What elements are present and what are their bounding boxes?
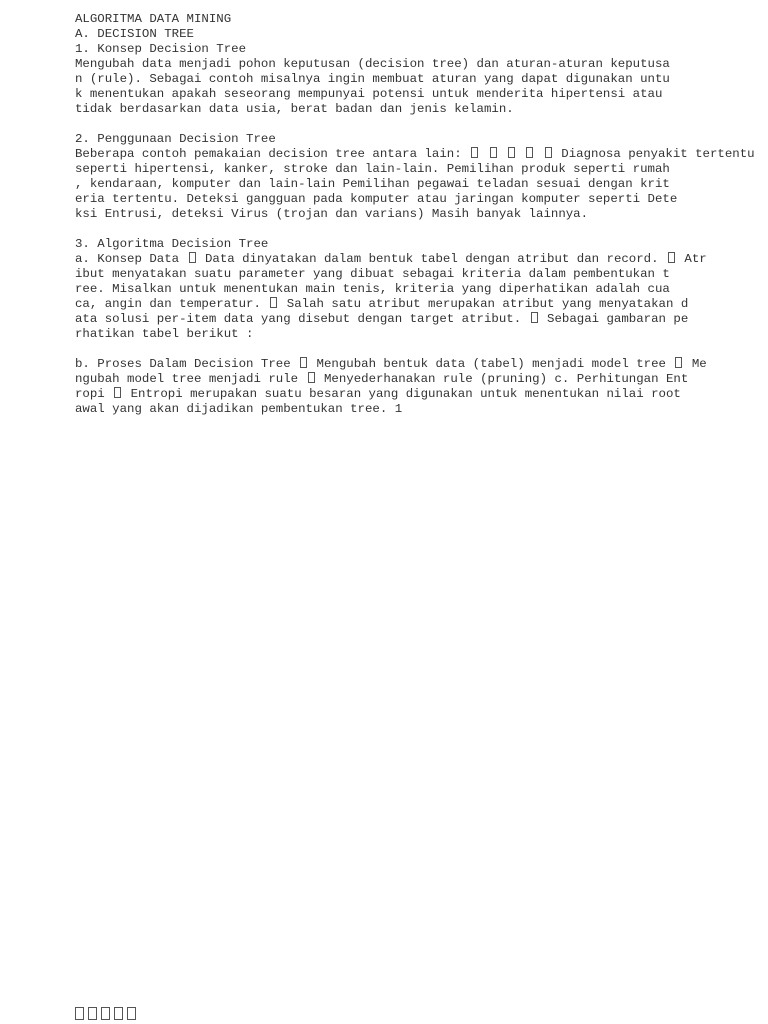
text-line: n (rule). Sebagai contoh misalnya ingin membuat aturan yang dapat digunakan untu (75, 72, 670, 86)
footer-glyph-row (75, 1006, 140, 1024)
missing-glyph-icon (490, 147, 497, 158)
text-line: 3. Algoritma Decision Tree (75, 237, 269, 251)
missing-glyph-icon (300, 357, 307, 368)
text-line: ata solusi per-item data yang disebut dengan target atribut. Sebagai gambaran pe (75, 312, 689, 326)
text-line: ropi Entropi merupakan suatu besaran yang digunakan untuk menentukan nilai root (75, 387, 681, 401)
text-line: , kendaraan, komputer dan lain-lain Pemilihan pegawai teladan sesuai dengan krit (75, 177, 670, 191)
text-line: ibut menyatakan suatu parameter yang dibuat sebagai kriteria dalam pembentukan t (75, 267, 670, 281)
blank-line (75, 117, 755, 132)
missing-glyph-icon (114, 1007, 123, 1020)
missing-glyph-icon (114, 387, 121, 398)
text-line: b. Proses Dalam Decision Tree Mengubah bentuk data (tabel) menjadi model tree Me (75, 357, 707, 371)
text-line: ree. Misalkan untuk menentukan main tenis, kriteria yang diperhatikan adalah cua (75, 282, 670, 296)
text-line: ALGORITMA DATA MINING (75, 12, 232, 26)
text-line: k menentukan apakah seseorang mempunyai potensi untuk menderita hipertensi atau (75, 87, 663, 101)
missing-glyph-icon (668, 252, 675, 263)
missing-glyph-icon (531, 312, 538, 323)
text-line: tidak berdasarkan data usia, berat badan dan jenis kelamin. (75, 102, 514, 116)
text-line: Beberapa contoh pemakaian decision tree antara lain: Diagnosa penyakit tertentu (75, 147, 755, 161)
text-line: ngubah model tree menjadi rule Menyederhanakan rule (pruning) c. Perhitungan Ent (75, 372, 689, 386)
missing-glyph-icon (127, 1007, 136, 1020)
missing-glyph-icon (101, 1007, 110, 1020)
text-line: 1. Konsep Decision Tree (75, 42, 247, 56)
missing-glyph-icon (189, 252, 196, 263)
missing-glyph-icon (526, 147, 533, 158)
text-line: 2. Penggunaan Decision Tree (75, 132, 276, 146)
text-line: Mengubah data menjadi pohon keputusan (decision tree) dan aturan-aturan keputusa (75, 57, 670, 71)
text-line: a. Konsep Data Data dinyatakan dalam bentuk tabel dengan atribut dan record. Atr (75, 252, 707, 266)
text-line: awal yang akan dijadikan pembentukan tree. 1 (75, 402, 403, 416)
blank-line (75, 342, 755, 357)
missing-glyph-icon (675, 357, 682, 368)
missing-glyph-icon (471, 147, 478, 158)
missing-glyph-icon (508, 147, 515, 158)
missing-glyph-icon (75, 1007, 84, 1020)
text-line: ksi Entrusi, deteksi Virus (trojan dan varians) Masih banyak lainnya. (75, 207, 589, 221)
text-line: seperti hipertensi, kanker, stroke dan lain-lain. Pemilihan produk seperti rumah (75, 162, 670, 176)
text-line: ca, angin dan temperatur. Salah satu atribut merupakan atribut yang menyatakan d (75, 297, 689, 311)
missing-glyph-icon (270, 297, 277, 308)
missing-glyph-icon (308, 372, 315, 383)
missing-glyph-icon (88, 1007, 97, 1020)
text-line: A. DECISION TREE (75, 27, 194, 41)
blank-line (75, 222, 755, 237)
document-body (75, 12, 755, 417)
missing-glyph-icon (545, 147, 552, 158)
text-line: rhatikan tabel berikut : (75, 327, 254, 341)
text-line: eria tertentu. Deteksi gangguan pada komputer atau jaringan komputer seperti Dete (75, 192, 678, 206)
